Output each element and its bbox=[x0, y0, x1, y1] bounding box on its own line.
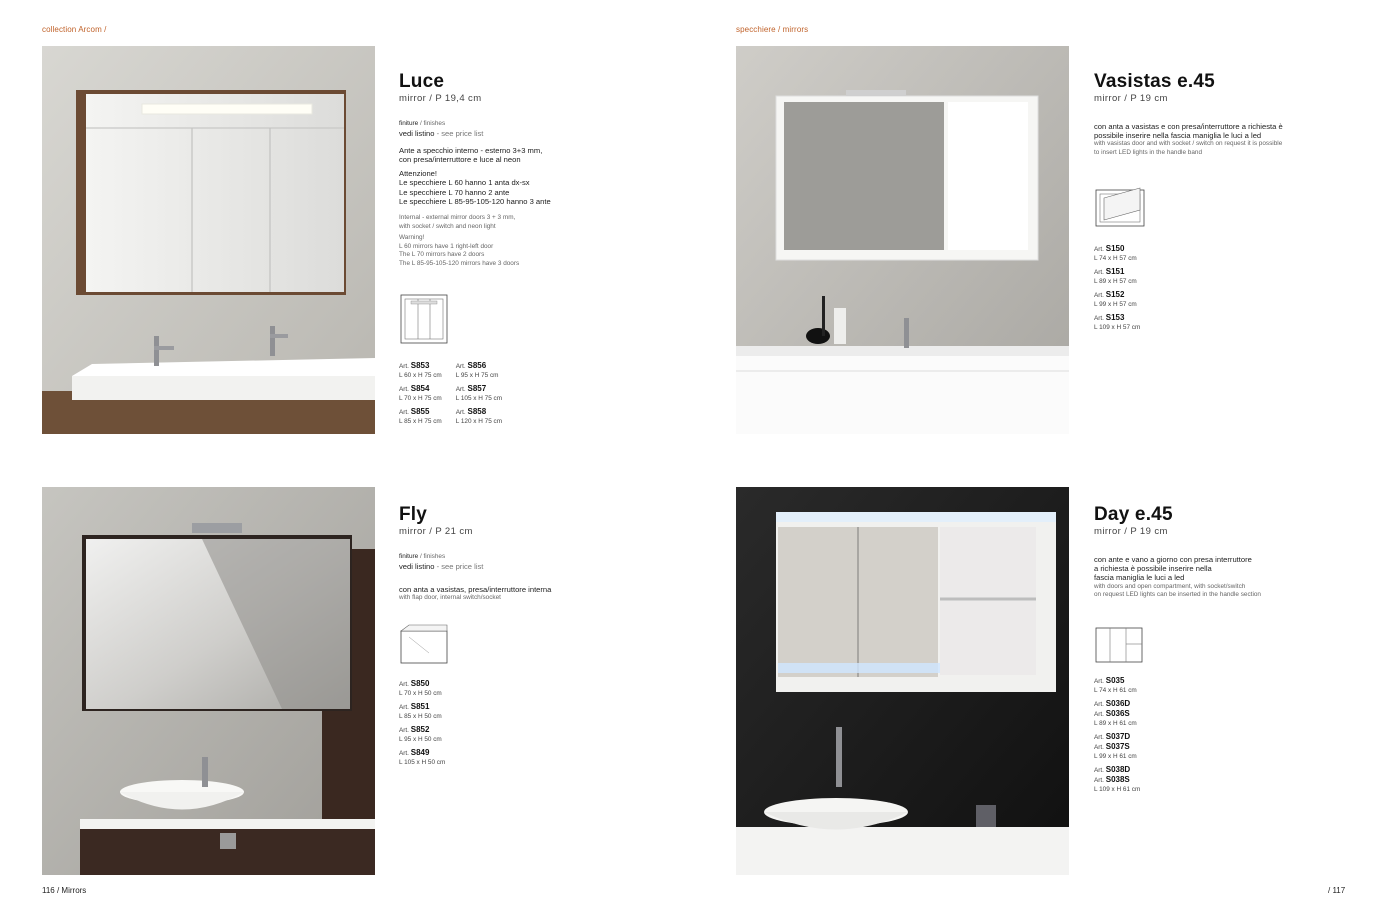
code-dimensions: L 120 x H 75 cm bbox=[455, 417, 503, 425]
code-dimensions: L 70 x H 75 cm bbox=[399, 394, 442, 402]
fly-listino-it: vedi listino bbox=[399, 561, 435, 571]
art-label: Art. bbox=[399, 362, 409, 370]
art-label: Art. bbox=[1094, 710, 1104, 718]
art-label: Art. bbox=[1094, 677, 1104, 685]
code-number: S035 bbox=[1105, 675, 1125, 685]
luce-finishes bbox=[399, 118, 629, 129]
code-dimensions: L 85 x H 75 cm bbox=[399, 417, 442, 425]
luce-warn-it-line: Le specchiere L 85-95-105-120 hanno 3 ante bbox=[399, 196, 551, 206]
code-dimensions: L 89 x H 57 cm bbox=[1094, 277, 1137, 285]
luce-listino-it: vedi listino bbox=[399, 128, 435, 138]
product-code[interactable] bbox=[1094, 732, 1344, 761]
luce-warn-it-line: Le specchiere L 60 hanno 1 anta dx-sx bbox=[399, 178, 530, 188]
day-photo bbox=[736, 487, 1069, 875]
luce-warn-en-line: Warning! bbox=[399, 234, 425, 242]
code-dimensions: L 105 x H 50 cm bbox=[399, 758, 446, 766]
luce-finiture-en: / finishes bbox=[418, 120, 446, 127]
fly-cabinet-icon bbox=[399, 623, 451, 667]
fly-finiture-it: finiture bbox=[399, 553, 419, 560]
code-number: S150 bbox=[1105, 243, 1125, 253]
luce-listino-en: - see price list bbox=[434, 128, 484, 138]
art-label: Art. bbox=[399, 726, 409, 734]
code-dimensions: L 95 x H 75 cm bbox=[455, 371, 499, 379]
luce-warn-it-line: Attenzione! bbox=[399, 169, 437, 179]
product-code[interactable] bbox=[399, 748, 629, 767]
day-title: Day e.45 bbox=[1094, 504, 1173, 525]
fly-desc-en: with flap door, internal switch/socket bbox=[399, 594, 501, 601]
day-cabinet-icon bbox=[1094, 626, 1146, 666]
day-desc-en-line: with doors and open compartment, with socket/switch bbox=[1094, 582, 1246, 590]
code-number: S850 bbox=[410, 678, 430, 688]
luce-codes-right bbox=[456, 361, 502, 430]
art-label: Art. bbox=[399, 408, 409, 416]
art-label: Art. bbox=[1094, 733, 1104, 741]
code-number: S849 bbox=[410, 747, 430, 757]
luce-desc-it bbox=[399, 146, 629, 164]
day-info bbox=[1094, 505, 1344, 798]
vasistas-desc-it-line: con anta a vasistas e con presa/interruttore a richiesta è bbox=[1094, 122, 1283, 131]
vasistas-desc-it-line: possibile inserire nella fascia maniglia le luci a led bbox=[1094, 131, 1262, 141]
fly-finishes bbox=[399, 551, 629, 562]
code-number: S857 bbox=[467, 383, 487, 393]
luce-desc-en bbox=[399, 214, 629, 231]
luce-warning-it bbox=[399, 169, 629, 206]
vasistas-desc-it bbox=[1094, 122, 1344, 140]
vasistas-title: Vasistas e.45 bbox=[1094, 71, 1215, 92]
luce-photo bbox=[42, 46, 375, 434]
fly-finiture-en: / finishes bbox=[418, 553, 446, 560]
product-code[interactable] bbox=[1094, 313, 1344, 332]
code-number-alt: S036S bbox=[1105, 708, 1130, 718]
art-label: Art. bbox=[1094, 314, 1104, 322]
luce-price-list[interactable] bbox=[399, 129, 629, 138]
product-code[interactable] bbox=[399, 679, 629, 698]
luce-desc-it-line: Ante a specchio interno - esterno 3+3 mm, bbox=[399, 145, 543, 155]
product-code[interactable] bbox=[1094, 676, 1344, 695]
luce-title: Luce bbox=[399, 71, 445, 92]
page-number-left: 116 / Mirrors bbox=[42, 886, 87, 895]
code-number: S852 bbox=[410, 724, 430, 734]
code-number: S036D bbox=[1105, 698, 1131, 708]
vasistas-cabinet-icon bbox=[1094, 184, 1150, 230]
code-number-alt: S037S bbox=[1105, 741, 1130, 751]
breadcrumb-right[interactable]: specchiere / mirrors bbox=[736, 25, 809, 34]
code-dimensions: L 74 x H 61 cm bbox=[1094, 686, 1137, 694]
art-label: Art. bbox=[1094, 245, 1104, 253]
day-desc-it-line: a richiesta è possibile inserire nella bbox=[1094, 564, 1212, 574]
art-label: Art. bbox=[1094, 766, 1104, 774]
code-number: S853 bbox=[410, 360, 430, 370]
fly-codes bbox=[399, 679, 629, 767]
vasistas-info bbox=[1094, 72, 1344, 336]
vasistas-codes bbox=[1094, 244, 1344, 332]
code-number: S153 bbox=[1105, 312, 1125, 322]
vasistas-subtitle: mirror / P 19 cm bbox=[1094, 93, 1168, 104]
fly-listino-en: - see price list bbox=[434, 561, 484, 571]
code-dimensions: L 70 x H 50 cm bbox=[399, 689, 442, 697]
code-dimensions: L 109 x H 57 cm bbox=[1094, 323, 1141, 331]
fly-photo bbox=[42, 487, 375, 875]
product-code[interactable] bbox=[456, 384, 502, 403]
page-number-right: / 117 bbox=[1328, 886, 1346, 895]
product-code[interactable] bbox=[456, 361, 502, 380]
code-number: S037D bbox=[1105, 731, 1131, 741]
art-label: Art. bbox=[1094, 743, 1104, 751]
code-number-alt: S038S bbox=[1105, 774, 1130, 784]
art-label: Art. bbox=[1094, 700, 1104, 708]
product-code[interactable] bbox=[399, 725, 629, 744]
luce-subtitle: mirror / P 19,4 cm bbox=[399, 93, 482, 104]
fly-price-list[interactable] bbox=[399, 562, 629, 571]
day-desc-en bbox=[1094, 583, 1344, 600]
art-label: Art. bbox=[399, 385, 409, 393]
code-dimensions: L 74 x H 57 cm bbox=[1094, 254, 1137, 262]
product-code[interactable] bbox=[1094, 267, 1344, 286]
luce-warn-en-line: The L 85-95-105-120 mirrors have 3 doors bbox=[399, 259, 520, 267]
code-number: S038D bbox=[1105, 764, 1131, 774]
luce-info bbox=[399, 72, 629, 430]
code-dimensions: L 99 x H 57 cm bbox=[1094, 300, 1137, 308]
code-dimensions: L 109 x H 61 cm bbox=[1094, 785, 1141, 793]
code-number: S856 bbox=[467, 360, 487, 370]
art-label: Art. bbox=[399, 749, 409, 757]
code-number: S151 bbox=[1105, 266, 1125, 276]
day-desc-en-line: on request LED lights can be inserted in the handle section bbox=[1094, 591, 1261, 599]
code-number: S152 bbox=[1105, 289, 1125, 299]
code-number: S854 bbox=[410, 383, 430, 393]
day-subtitle: mirror / P 19 cm bbox=[1094, 526, 1168, 537]
product-code[interactable] bbox=[399, 361, 442, 380]
product-code[interactable] bbox=[456, 407, 502, 426]
luce-desc-en-line: Internal - external mirror doors 3 + 3 mm, bbox=[399, 214, 516, 222]
code-number: S855 bbox=[410, 406, 430, 416]
code-dimensions: L 99 x H 61 cm bbox=[1094, 752, 1137, 760]
code-number: S851 bbox=[410, 701, 430, 711]
product-code[interactable] bbox=[1094, 244, 1344, 263]
vasistas-desc-en-line: to insert LED lights in the handle band bbox=[1094, 149, 1203, 156]
product-code[interactable] bbox=[399, 384, 442, 403]
luce-warn-en-line: The L 70 mirrors have 2 doors bbox=[399, 251, 485, 259]
code-dimensions: L 85 x H 50 cm bbox=[399, 712, 442, 720]
code-dimensions: L 60 x H 75 cm bbox=[399, 371, 442, 379]
day-desc-it-line: fascia maniglia le luci a led bbox=[1094, 573, 1185, 583]
art-label: Art. bbox=[399, 680, 409, 688]
code-dimensions: L 89 x H 61 cm bbox=[1094, 719, 1137, 727]
luce-warn-en-line: L 60 mirrors have 1 right-left door bbox=[399, 242, 494, 250]
art-label: Art. bbox=[1094, 291, 1104, 299]
breadcrumb-left[interactable]: collection Arcom / bbox=[42, 25, 107, 34]
luce-warn-it-line: Le specchiere L 70 hanno 2 ante bbox=[399, 187, 510, 197]
fly-title: Fly bbox=[399, 504, 428, 525]
code-dimensions: L 105 x H 75 cm bbox=[455, 394, 503, 402]
day-codes bbox=[1094, 676, 1344, 794]
day-desc-it bbox=[1094, 555, 1344, 583]
product-code[interactable] bbox=[1094, 699, 1344, 728]
art-label: Art. bbox=[455, 408, 466, 416]
vasistas-desc-en bbox=[1094, 140, 1344, 157]
luce-warning-en bbox=[399, 234, 629, 268]
luce-finiture-it: finiture bbox=[399, 120, 419, 127]
product-code[interactable] bbox=[399, 407, 442, 426]
art-label: Art. bbox=[455, 385, 466, 393]
art-label: Art. bbox=[1094, 776, 1104, 784]
product-code[interactable] bbox=[1094, 765, 1344, 794]
day-desc-it-line: con ante e vano a giorno con presa interruttore bbox=[1094, 555, 1252, 564]
code-dimensions: L 95 x H 50 cm bbox=[399, 735, 442, 743]
fly-subtitle: mirror / P 21 cm bbox=[399, 526, 473, 537]
fly-info bbox=[399, 505, 629, 771]
product-code[interactable] bbox=[399, 702, 629, 721]
luce-codes-left bbox=[399, 361, 442, 430]
luce-desc-it-line: con presa/interruttore e luce al neon bbox=[399, 155, 521, 164]
art-label: Art. bbox=[455, 362, 466, 370]
luce-desc-en-line: with socket / switch and neon light bbox=[399, 222, 496, 230]
vasistas-photo bbox=[736, 46, 1069, 434]
vasistas-desc-en-line: with vasistas door and with socket / switch on request it is possible bbox=[1094, 140, 1283, 148]
code-number: S858 bbox=[467, 406, 487, 416]
fly-desc-it: con anta a vasistas, presa/interruttore interna bbox=[399, 584, 552, 594]
art-label: Art. bbox=[1094, 268, 1104, 276]
product-code[interactable] bbox=[1094, 290, 1344, 309]
luce-cabinet-icon bbox=[399, 291, 451, 347]
art-label: Art. bbox=[399, 703, 409, 711]
